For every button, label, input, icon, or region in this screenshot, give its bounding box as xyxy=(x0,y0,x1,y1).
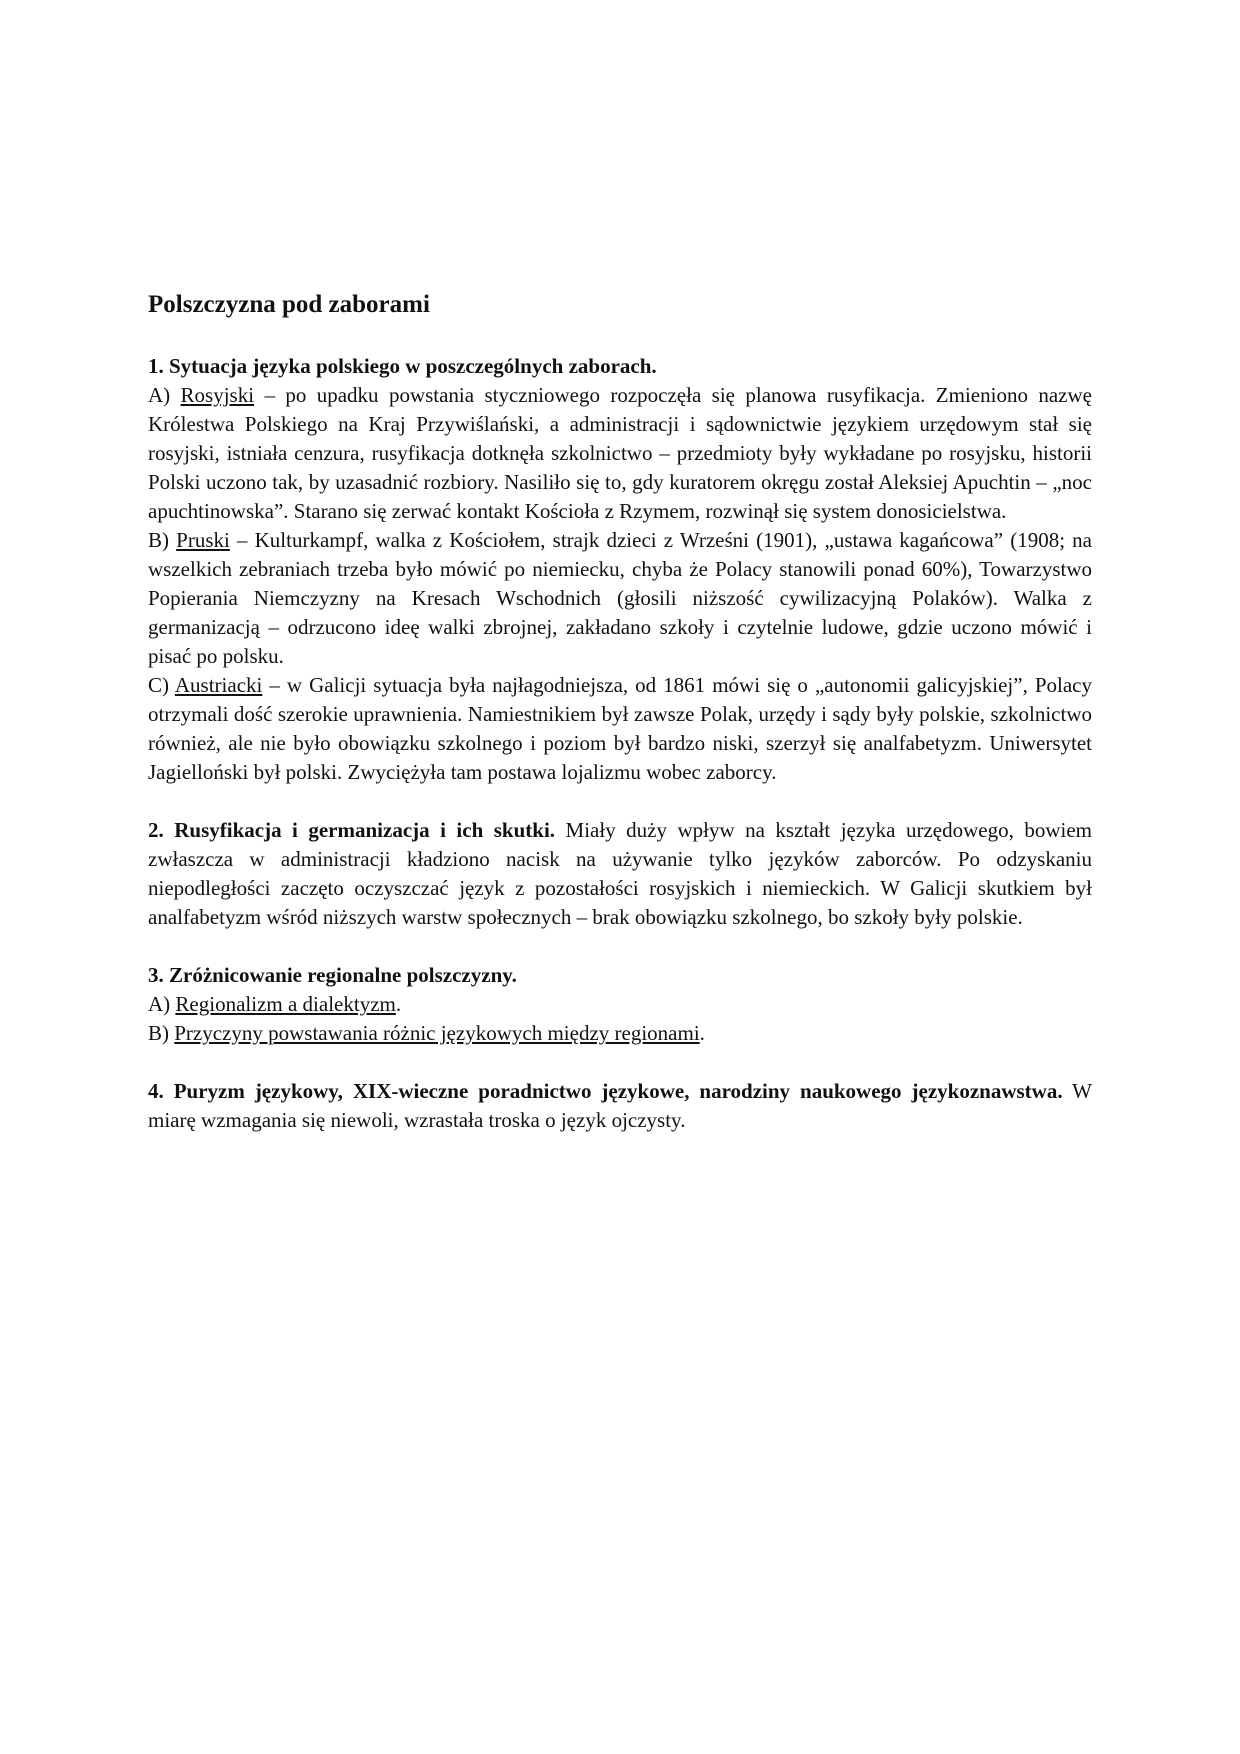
s3-item-b-end: . xyxy=(699,1021,705,1045)
document-title: Polszczyzna pod zaborami xyxy=(148,291,430,318)
s3-item-a-prefix: A) xyxy=(148,992,176,1016)
section-2-paragraph xyxy=(148,816,1092,932)
section-2-text: Miały duży wpływ na kształt języka urzędowego, bowiem zwłaszcza w administracji kładziono nacisk na używanie tylko języków zaborców. Po odzyskaniu niepodległości zaczęto oczyszczać język z pozostałości rosyjskich i niemieckich. W Galicji skutkiem był analfabetyzm wśród niższych warstw społecznych – brak obowiązku szkolnego, bo szkoły były polskie. xyxy=(148,818,1092,929)
item-c-prefix: C) xyxy=(148,673,175,697)
section-2 xyxy=(148,816,1092,932)
item-c-text: – w Galicji sytuacja była najłagodniejsza, od 1861 mówi się o „autonomii galicyjskiej”, Polacy otrzymali dość szerokie uprawnienia. Namiestnikiem był zawsze Polak, urzędy i sądy były polskie, szkolnictwo również, ale nie było obowiązku szkolnego i poziom był bardzo niski, szerzył się analfabetyzm. Uniwersytet Jagielloński był polski. Zwyciężyła tam postawa lojalizmu wobec zaborcy. xyxy=(148,673,1093,784)
section-4 xyxy=(148,1077,1092,1135)
item-a-prefix: A) xyxy=(148,383,181,407)
section-3-heading: 3. Zróżnicowanie regionalne polszczyzny. xyxy=(148,963,517,987)
section-4-heading: 4. Puryzm językowy, XIX-wieczne poradnictwo językowe, narodziny naukowego językoznawstwa. xyxy=(148,1079,1063,1103)
austrian-partition-label: Austriacki xyxy=(174,673,263,697)
section-1-heading: 1. Sytuacja języka polskiego w poszczególnych zaborach. xyxy=(148,354,657,378)
section-4-paragraph xyxy=(148,1077,1092,1135)
document-page xyxy=(148,288,1092,1164)
s3-item-b-prefix: B) xyxy=(148,1021,175,1045)
section-3 xyxy=(148,961,1092,1048)
section-1-item-c xyxy=(148,671,1092,787)
item-b-text: – Kulturkampf, walka z Kościołem, strajk dzieci z Wrześni (1901), „ustawa kagańcowa” (1908; na wszelkich zebraniach trzeba było mówić po niemiecku, chyba że Polacy stanowili ponad 60%), Towarzystwo Popierania Niemczyzny na Kresach Wschodnich (głosili niższość cywilizacyjną Polaków). Walka z germanizacją – odrzucono ideę walki zbrojnej, zakładano szkoły i czytelnie ludowe, gdzie uczono mówić i pisać po polsku. xyxy=(148,528,1093,668)
russian-partition-label: Rosyjski xyxy=(180,383,255,407)
item-a-text: – po upadku powstania styczniowego rozpoczęła się planowa rusyfikacja. Zmieniono nazwę Królestwa Polskiego na Kraj Przywiślański, a administracji i sądownictwie językiem urzędowym stał się rosyjski, istniała cenzura, rusyfikacja dotknęła szkolnictwo – przedmioty były wykładane po rosyjsku, historii Polski uczono tak, by uzasadnić rozbiory. Nasiliło się to, gdy kuratorem okręgu został Aleksiej Apuchtin – „noc apuchtinowska”. Starano się zerwać kontakt Kościoła z Rzymem, rozwinął się system donosicielstwa. xyxy=(148,383,1092,523)
section-3-item-b xyxy=(148,1019,1092,1048)
item-b-prefix: B) xyxy=(148,528,177,552)
section-1-item-b xyxy=(148,526,1092,671)
section-4-text: W miarę wzmagania się niewoli, wzrastała troska o język ojczysty. xyxy=(148,1079,1092,1132)
section-2-heading: 2. Rusyfikacja i germanizacja i ich skutki. xyxy=(148,818,556,842)
prussian-partition-label: Pruski xyxy=(176,528,230,552)
section-1-item-a xyxy=(148,381,1092,526)
section-1 xyxy=(148,352,1092,787)
regional-differences-label: Przyczyny powstawania różnic językowych między regionami xyxy=(174,1021,700,1045)
section-3-item-a xyxy=(148,990,1092,1019)
regionalism-label: Regionalizm a dialektyzm xyxy=(175,992,396,1016)
s3-item-a-end: . xyxy=(395,992,402,1016)
